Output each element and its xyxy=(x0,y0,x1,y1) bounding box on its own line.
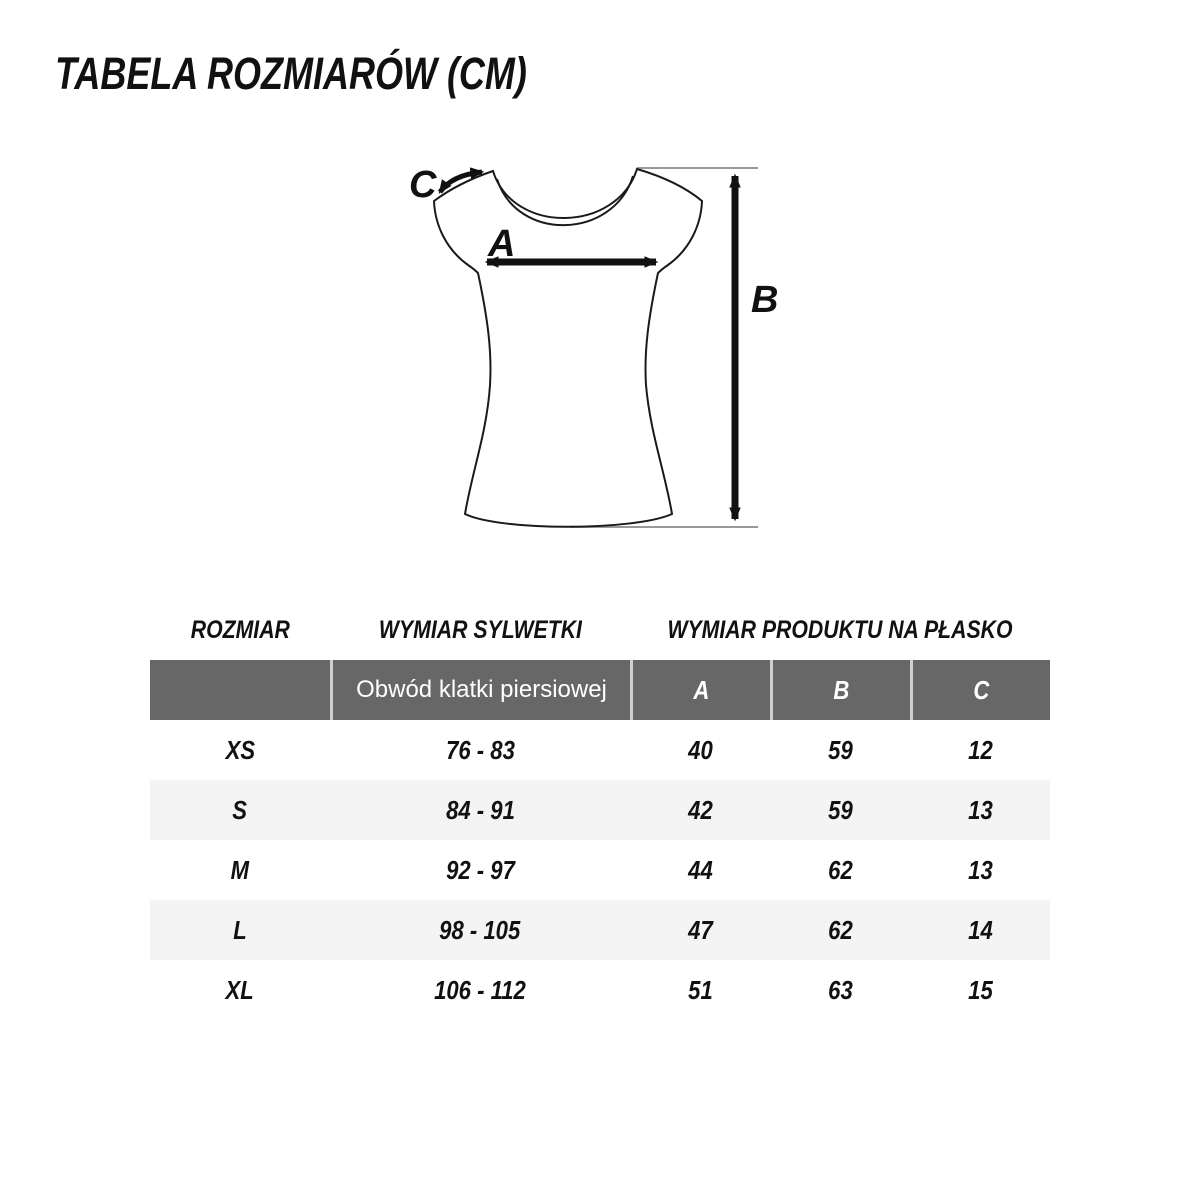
page-title-text: TABELA ROZMIARÓW (CM) xyxy=(55,48,527,99)
header-cell-chest: Obwód klatki piersiowej xyxy=(330,660,630,720)
cell-size: XS xyxy=(225,735,255,765)
cell-b: 59 xyxy=(827,735,853,765)
cell-chest: 84 - 91 xyxy=(445,795,515,825)
cell-b: 62 xyxy=(827,855,853,885)
cell-chest: 106 - 112 xyxy=(434,975,526,1005)
label-c: C xyxy=(409,164,437,206)
table-row-xl xyxy=(150,960,1050,1020)
tshirt-outline xyxy=(434,169,702,527)
cell-chest: 92 - 97 xyxy=(445,855,515,885)
cell-chest: 98 - 105 xyxy=(439,915,521,945)
cell-c: 13 xyxy=(967,795,993,825)
label-a: A xyxy=(488,223,516,265)
measurement-arrows xyxy=(440,172,735,519)
cell-chest: 76 - 83 xyxy=(445,735,515,765)
section-header-wymiar-sylwetki: WYMIAR SYLWETKI xyxy=(378,615,582,644)
cell-b: 59 xyxy=(827,795,853,825)
header-cell-size xyxy=(150,660,330,720)
cell-size: S xyxy=(232,795,248,825)
table-header-row xyxy=(150,660,1050,720)
table-row-m xyxy=(150,840,1050,900)
cell-size: M xyxy=(230,855,250,885)
section-header-rozmiar: ROZMIAR xyxy=(190,615,290,644)
cell-a: 51 xyxy=(687,975,713,1005)
cell-c: 13 xyxy=(967,855,993,885)
cell-c: 14 xyxy=(967,915,993,945)
cell-a: 40 xyxy=(687,735,713,765)
table-row-l xyxy=(150,900,1050,960)
cell-a: 42 xyxy=(687,795,713,825)
header-cell-c: C xyxy=(910,660,1050,720)
cell-b: 62 xyxy=(827,915,853,945)
cell-a: 47 xyxy=(687,915,713,945)
cell-b: 63 xyxy=(827,975,853,1005)
cell-size: L xyxy=(233,915,247,945)
cell-size: XL xyxy=(225,975,255,1005)
table-row-s xyxy=(150,780,1050,840)
measurement-labels xyxy=(409,164,778,321)
table-row-xs xyxy=(150,720,1050,780)
cell-c: 15 xyxy=(967,975,993,1005)
cell-a: 44 xyxy=(687,855,713,885)
section-header-wymiar-produktu: WYMIAR PRODUKTU NA PŁASKO xyxy=(667,615,1013,644)
size-table xyxy=(150,660,1050,1020)
header-cell-a: A xyxy=(630,660,770,720)
cell-c: 12 xyxy=(967,735,993,765)
table-section-headers xyxy=(150,612,1050,648)
label-b: B xyxy=(751,279,779,321)
arrow-c xyxy=(440,172,482,192)
header-cell-b: B xyxy=(770,660,910,720)
